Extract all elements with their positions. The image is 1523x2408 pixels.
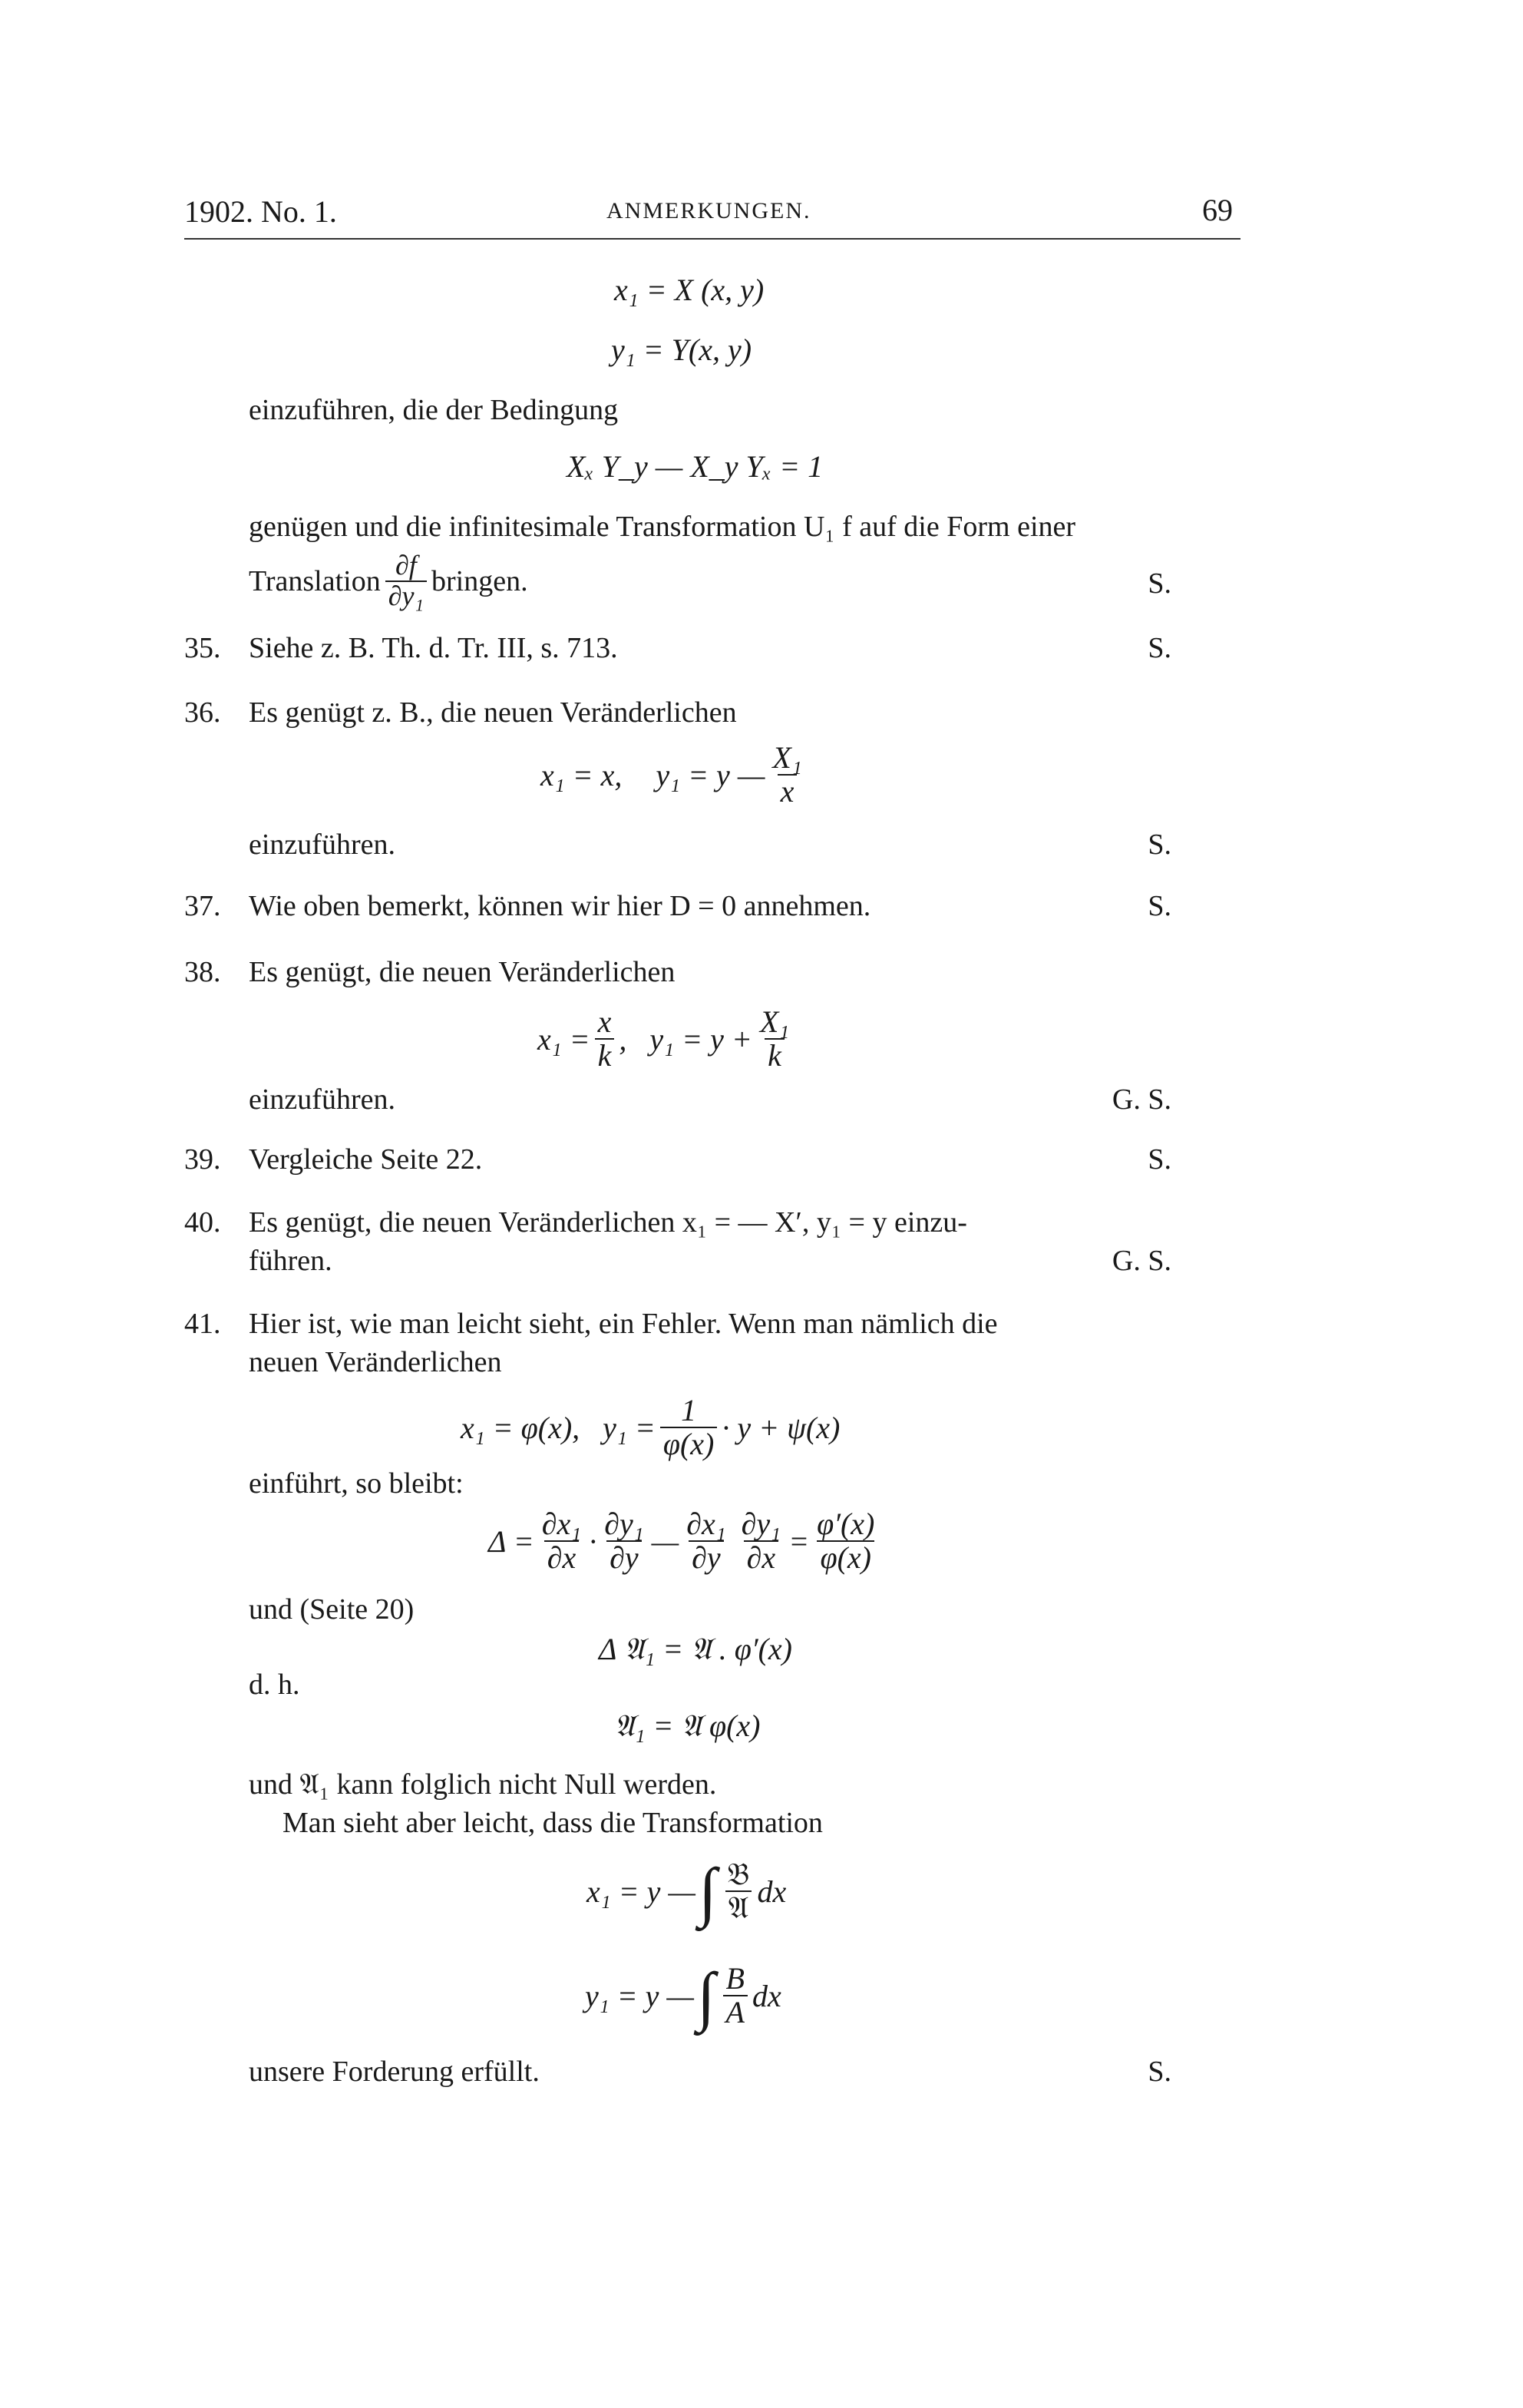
fraction-phiprime-phi (814, 1508, 877, 1574)
equation-38 (537, 1006, 797, 1072)
page-number: 69 (1202, 193, 1233, 227)
text-line: einzuführen. (249, 829, 395, 861)
note-number: 35. (184, 632, 221, 664)
fraction-numerator: x (597, 1004, 612, 1039)
fraction-denominator: φ(x) (660, 1427, 718, 1460)
fraction-denominator: ∂y₁ (385, 580, 427, 611)
text-line: führen. (249, 1245, 332, 1277)
signature: G. S. (1112, 1083, 1171, 1116)
equation-part: x₁ = x, (540, 757, 623, 792)
equation-part: dx (752, 1978, 781, 2013)
fraction-denominator: A (723, 1995, 748, 2029)
signature: S. (1148, 1143, 1171, 1176)
equation-part: x₁ = y — (586, 1874, 695, 1909)
equation-delta (488, 1508, 882, 1574)
note-number: 38. (184, 956, 221, 988)
note-text: Es genügt, die neuen Veränderlichen x₁ = — X′, y₁ = y einzu- (249, 1206, 967, 1239)
header-rule (184, 238, 1241, 240)
equation-part: y₁ = y — (585, 1978, 694, 2013)
equation-part: dx (757, 1874, 787, 1909)
note-number: 41. (184, 1308, 221, 1340)
note-number: 39. (184, 1143, 221, 1176)
text-line: Man sieht aber leicht, dass die Transformation (282, 1807, 823, 1839)
equation-delta-A: Δ 𝔄₁ = 𝔄 . φ′(x) (599, 1632, 792, 1666)
equation-part: y₁ = y — (656, 757, 765, 792)
fraction-dx1-dy (683, 1508, 728, 1574)
note-text: Hier ist, wie man leicht sieht, ein Fehler. Wenn man nämlich die (249, 1308, 998, 1340)
equation-part: x₁ = φ(x), y₁ = (461, 1410, 656, 1445)
fraction-numerator: B (725, 1961, 745, 1996)
fraction-numerator: ∂x₁ (686, 1507, 726, 1541)
fraction-X1-k (757, 1006, 792, 1072)
equation-transform-x1 (586, 1854, 787, 1928)
note-number: 40. (184, 1206, 221, 1239)
equation-36 (540, 742, 810, 808)
fraction-denominator: x (778, 774, 798, 808)
note-number: 36. (184, 696, 221, 729)
text-translation: Translation (249, 564, 381, 597)
fraction-denominator: ∂y (689, 1540, 724, 1574)
equation-condition: Xₓ Y_y — X_y Yₓ = 1 (567, 449, 824, 484)
fraction-1-phi (660, 1394, 718, 1460)
equation-part: · y + ψ(x) (722, 1410, 841, 1445)
integral-sign: ∫ (698, 1854, 717, 1928)
translation-line (249, 551, 528, 611)
equation-x1: x₁ = X (x, y) (614, 273, 765, 307)
fraction-df-dy1 (385, 551, 427, 611)
integral-sign: ∫ (696, 1959, 715, 2033)
equation-part: = (788, 1523, 810, 1559)
fraction-numerator: ∂y₁ (604, 1507, 644, 1541)
text-line: genügen und die infinitesimale Transformation U₁ f auf die Form einer (249, 511, 1076, 543)
equation-part: Δ = (488, 1523, 534, 1559)
text-line: einzuführen, die der Bedingung (249, 394, 619, 426)
signature: S. (1148, 890, 1171, 922)
note-text: Siehe z. B. Th. d. Tr. III, s. 713. (249, 632, 618, 664)
note-text: Vergleiche Seite 22. (249, 1143, 483, 1176)
text-line: und (Seite 20) (249, 1593, 415, 1626)
signature: G. S. (1112, 1245, 1171, 1277)
equation-part: · (589, 1523, 597, 1559)
fraction-numerator: X₁ (759, 1004, 790, 1039)
text-line: d. h. (249, 1669, 300, 1701)
note-text: Es genügt, die neuen Veränderlichen (249, 956, 676, 988)
equation-y1: y₁ = Y(x, y) (611, 332, 752, 367)
fraction-denominator: ∂x (744, 1540, 779, 1574)
text-line: einzuführen. (249, 1083, 395, 1116)
fraction-denominator: 𝔄 (725, 1890, 752, 1924)
signature: S. (1148, 2056, 1171, 2088)
equation-transform-y1 (585, 1959, 781, 2033)
note-text: Es genügt z. B., die neuen Veränderlichen (249, 696, 737, 729)
fraction-denominator: ∂y (606, 1540, 642, 1574)
note-text: Wie oben bemerkt, können wir hier D = 0 annehmen. (249, 890, 871, 922)
fraction-B-A (723, 1963, 748, 2029)
text-bringen: bringen. (431, 564, 528, 597)
equation-part: x₁ = (537, 1021, 590, 1057)
fraction-dx1-dx (539, 1508, 584, 1574)
text-line: einführt, so bleibt: (249, 1467, 464, 1500)
header-title: ANMERKUNGEN. (606, 198, 811, 223)
fraction-numerator: 1 (681, 1393, 697, 1427)
signature: S. (1148, 632, 1171, 664)
fraction-numerator: X₁ (772, 740, 802, 775)
fraction-numerator: φ′(x) (817, 1507, 875, 1541)
fraction-dy1-dx (738, 1508, 784, 1574)
fraction-numerator: ∂y₁ (741, 1507, 781, 1541)
signature: S. (1148, 829, 1171, 861)
fraction-denominator: k (765, 1038, 785, 1072)
equation-part: , y₁ = y + (619, 1021, 752, 1057)
fraction-numerator: ∂f (395, 550, 417, 580)
fraction-B-A-fraktur (725, 1858, 753, 1924)
text-line: neuen Veränderlichen (249, 1346, 502, 1378)
fraction-numerator: ∂x₁ (541, 1507, 582, 1541)
equation-part: — (651, 1523, 679, 1559)
fraction-numerator: 𝔅 (727, 1857, 750, 1892)
fraction-denominator: φ(x) (817, 1540, 874, 1574)
header-issue: 1902. No. 1. (184, 194, 337, 229)
equation-substitution (461, 1394, 840, 1460)
note-number: 37. (184, 890, 221, 922)
text-line: und 𝔄₁ kann folglich nicht Null werden. (249, 1768, 717, 1801)
equation-A1: 𝔄₁ = 𝔄 φ(x) (614, 1708, 761, 1743)
fraction-X1-x (769, 742, 804, 808)
fraction-dy1-dy (601, 1508, 646, 1574)
fraction-denominator: ∂x (544, 1540, 580, 1574)
fraction-denominator: k (595, 1038, 615, 1072)
fraction-x-k (595, 1006, 615, 1072)
text-line: unsere Forderung erfüllt. (249, 2056, 540, 2088)
signature: S. (1148, 567, 1171, 600)
